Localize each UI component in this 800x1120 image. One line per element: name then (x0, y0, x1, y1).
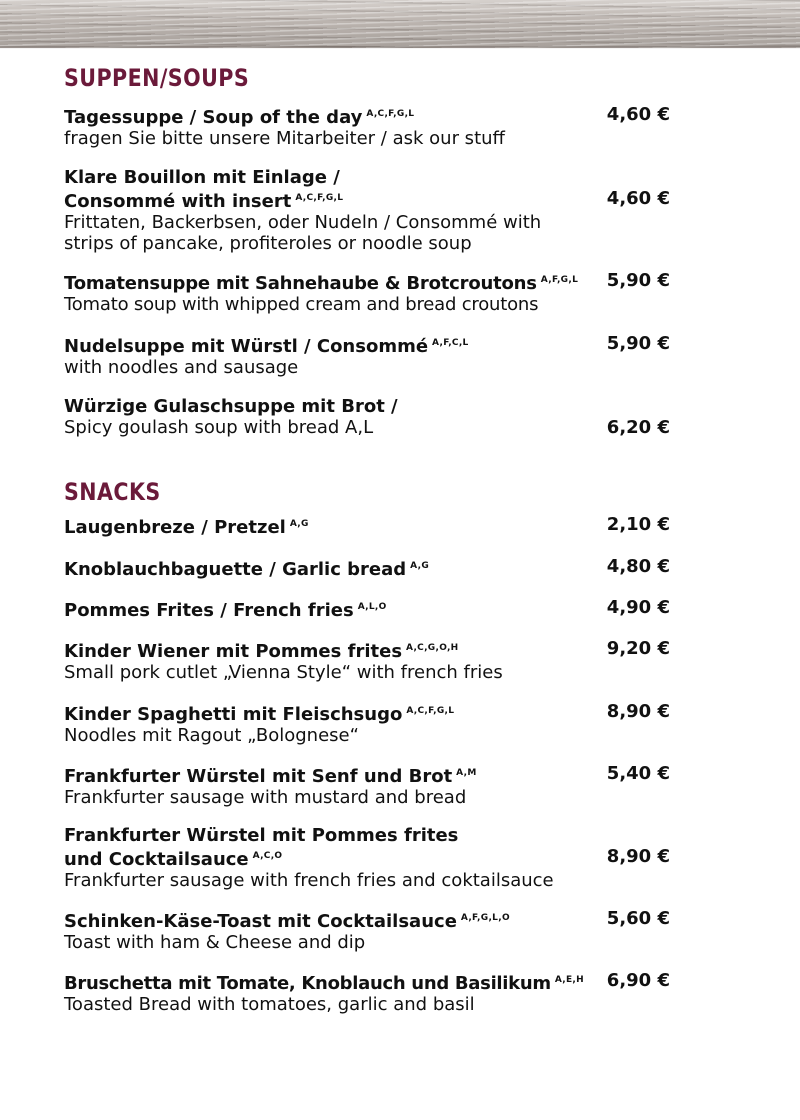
menu-item-knoblauchbaguette (64, 556, 674, 580)
item-title: Laugenbreze / Pretzel (64, 517, 286, 538)
menu-item-nudelsuppe (64, 333, 674, 378)
item-description: Noodles mit Ragout „Bolognese“ (64, 725, 359, 746)
item-description: with noodles and sausage (64, 357, 299, 378)
item-price: 6,90 € (606, 970, 670, 991)
menu-item-kinder-wiener (64, 638, 674, 683)
item-allergens: A,C,F,G,L (406, 706, 455, 716)
item-price: 8,90 € (606, 701, 670, 722)
item-description: Frankfurter sausage with french fries and coktailsauce (64, 870, 554, 891)
item-allergens: A,F,G,L (540, 275, 579, 285)
item-allergens: A,G (410, 561, 430, 571)
menu-item-klare-bouillon (64, 167, 674, 254)
menu-item-frankfurter-senf (64, 763, 674, 808)
item-description: Toast with ham & Cheese and dip (64, 932, 366, 953)
item-price: 2,10 € (606, 514, 670, 535)
item-description: fragen Sie bitte unsere Mitarbeiter / ask our stuff (64, 128, 505, 149)
item-price: 4,90 € (606, 597, 670, 618)
menu-item-kinder-spaghetti (64, 701, 674, 746)
item-title: Bruschetta mit Tomate, Knoblauch und Basilikum (64, 973, 551, 994)
menu-item-laugenbreze (64, 514, 674, 538)
item-price: 5,60 € (606, 908, 670, 929)
item-description: Frankfurter sausage with mustard and bread (64, 787, 467, 808)
item-description: Small pork cutlet „Vienna Style“ with french fries (64, 662, 503, 683)
item-allergens: A,C,G,O,H (406, 643, 459, 653)
item-price: 4,80 € (606, 556, 670, 577)
menu-item-frankfurter-pommes (64, 825, 674, 891)
item-description: Toasted Bread with tomatoes, garlic and basil (64, 994, 475, 1015)
item-price: 9,20 € (606, 638, 670, 659)
section-heading-soups: SUPPEN/SOUPS (64, 64, 250, 92)
item-allergens: A,F,C,L (432, 338, 469, 348)
menu-item-bruschetta (64, 970, 674, 1015)
item-allergens: A,C,F,G,L (366, 109, 415, 119)
item-title: Kinder Spaghetti mit Fleischsugo (64, 704, 403, 725)
section-heading-snacks: SNACKS (64, 478, 161, 506)
item-description: Tomato soup with whipped cream and bread croutons (64, 294, 539, 315)
item-price: 5,90 € (606, 333, 670, 354)
item-title: Tomatensuppe mit Sahnehaube & Brotcroutons (64, 273, 537, 294)
item-allergens: A,C,F,G,L (295, 193, 344, 203)
item-title: Nudelsuppe mit Würstl / Consommé (64, 336, 429, 357)
item-allergens: A,E,H (554, 975, 584, 985)
menu-item-gulaschsuppe (64, 396, 674, 438)
item-description: Frittaten, Backerbsen, oder Nudeln / Consommé with (64, 212, 542, 233)
item-price: 4,60 € (606, 104, 670, 125)
item-title-line2: und Cocktailsauce (64, 849, 249, 870)
item-title: Schinken-Käse-Toast mit Cocktailsauce (64, 911, 457, 932)
item-price: 5,90 € (606, 270, 670, 291)
item-price: 5,40 € (606, 763, 670, 784)
item-allergens: A,G (289, 519, 309, 529)
item-title: Klare Bouillon mit Einlage / (64, 167, 340, 188)
item-price: 4,60 € (606, 188, 670, 209)
menu-item-schinken-kaese-toast (64, 908, 674, 953)
item-description: Spicy goulash soup with bread A,L (64, 417, 374, 438)
item-title: Würzige Gulaschsuppe mit Brot / (64, 396, 398, 417)
menu-item-tagessuppe (64, 104, 674, 149)
wood-header-banner (0, 0, 800, 48)
item-allergens: A,F,G,L,O (460, 913, 510, 923)
item-title: Tagessuppe / Soup of the day (64, 107, 363, 128)
item-description-line2: strips of pancake, profiteroles or noodle soup (64, 233, 472, 254)
item-title: Pommes Frites / French fries (64, 600, 354, 621)
item-price: 8,90 € (606, 846, 670, 867)
item-allergens: A,C,O (252, 851, 283, 861)
item-allergens: A,M (456, 768, 477, 778)
item-price: 6,20 € (606, 417, 670, 438)
banner-shadow (0, 46, 800, 49)
item-title-line2: Consommé with insert (64, 191, 292, 212)
item-title: Knoblauchbaguette / Garlic bread (64, 559, 407, 580)
item-title: Frankfurter Würstel mit Pommes frites (64, 825, 459, 846)
item-title: Kinder Wiener mit Pommes frites (64, 641, 403, 662)
item-allergens: A,L,O (357, 602, 387, 612)
menu-item-tomatensuppe (64, 270, 674, 315)
item-title: Frankfurter Würstel mit Senf und Brot (64, 766, 453, 787)
menu-item-pommes-frites (64, 597, 674, 621)
